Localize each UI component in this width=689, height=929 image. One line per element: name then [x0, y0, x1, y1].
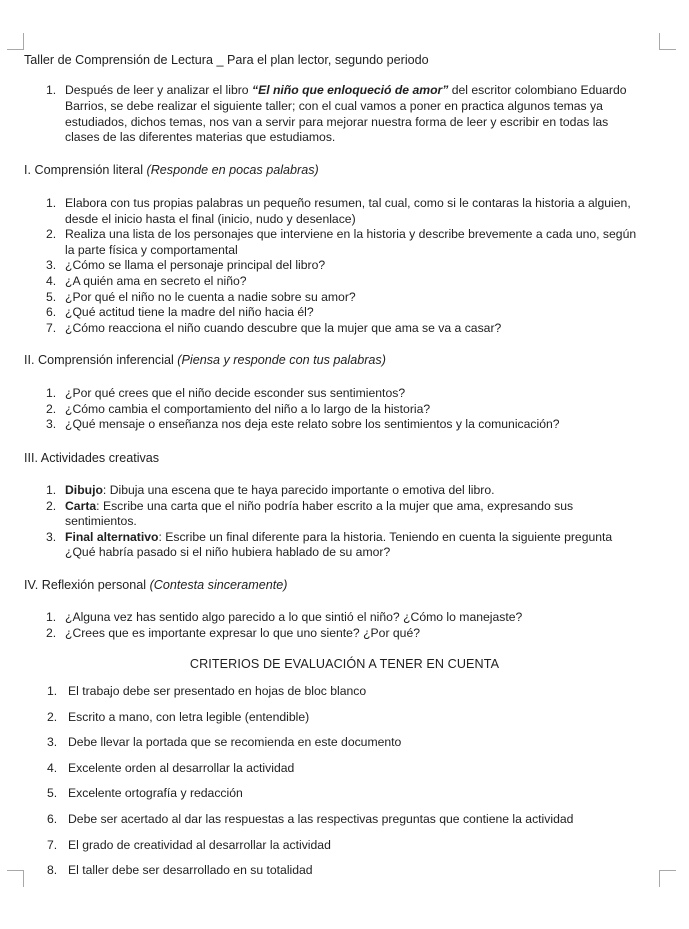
- list-item: 8. El taller debe ser desarrollado en su totalidad: [47, 863, 313, 878]
- list-item: 2. Escrito a mano, con letra legible (entendible): [47, 709, 310, 724]
- intro-text-before: Después de leer y analizar el libro: [65, 83, 252, 97]
- section-heading-literal: I. Comprensión literal (Responde en pocas palabras): [24, 163, 319, 177]
- section-heading-creative: III. Actividades creativas: [24, 451, 160, 465]
- list-item: 2. Carta: Escribe una carta que el niño podría haber escrito a la mujer que ama, expresando sus sentimientos.: [46, 498, 574, 529]
- list-item: 3. Final alternativo: Escribe un final diferente para la historia. Teniendo en cuenta la siguiente pregunta ¿Qué habría pasado si el niño hubiera hablado de su amor?: [46, 529, 613, 560]
- list-item: 2. Realiza una lista de los personajes que interviene en la historia y describe brevemente a cada uno, según la parte física y comportamental: [46, 227, 637, 257]
- list-item: 2. ¿Crees que es importante expresar lo que uno siente? ¿Por qué?: [46, 625, 420, 640]
- list-item: [0, 83, 640, 146]
- list-item: 4. Excelente orden al desarrollar la actividad: [47, 760, 295, 775]
- intro-list: [0, 83, 689, 146]
- section-inferential-list: [0, 386, 689, 433]
- list-item: 1. Elabora con tus propias palabras un pequeño resumen, tal cual, como si le contaras la historia a alguien, desde el inicio hasta el final (inicio, nudo y desenlace): [46, 196, 631, 226]
- list-item: 2. ¿Cómo cambia el comportamiento del niño a lo largo de la historia?: [46, 401, 431, 416]
- criteria-heading: CRITERIOS DE EVALUACIÓN A TENER EN CUENTA: [189, 657, 500, 671]
- list-item: 5. ¿Por qué el niño no le cuenta a nadie sobre su amor?: [46, 289, 356, 304]
- list-item: 6. ¿Qué actitud tiene la madre del niño hacia él?: [46, 305, 314, 320]
- list-item: 1. Dibujo: Dibuja una escena que te haya parecido importante o emotiva del libro.: [46, 483, 495, 497]
- list-item: 6. Debe ser acertado al dar las respuestas a las respectivas preguntas que contiene la actividad: [47, 811, 574, 826]
- list-item: 5. Excelente ortografía y redacción: [47, 786, 243, 801]
- list-item: 1. ¿Por qué crees que el niño decide esconder sus sentimientos?: [46, 386, 406, 400]
- section-heading-inferential: II. Comprensión inferencial (Piensa y responde con tus palabras): [24, 353, 386, 367]
- criteria-list: [0, 684, 689, 889]
- section-reflection-list: [0, 610, 689, 641]
- corner-mark-top-left: [7, 33, 24, 50]
- list-item: 3. ¿Qué mensaje o enseñanza nos deja este relato sobre los sentimientos y la comunicación?: [46, 417, 560, 432]
- section-literal-list: [0, 196, 689, 336]
- book-title: “El niño que enloqueció de amor”: [251, 83, 449, 97]
- corner-mark-top-right: [659, 33, 676, 50]
- list-item: 7. ¿Cómo reacciona el niño cuando descubre que la mujer que ama se va a casar?: [46, 320, 502, 335]
- list-item: 4. ¿A quién ama en secreto el niño?: [46, 273, 247, 288]
- list-item: 1. El trabajo debe ser presentado en hojas de bloc blanco: [47, 684, 367, 698]
- document-title: Taller de Comprensión de Lectura _ Para el plan lector, segundo periodo: [24, 53, 429, 67]
- item-number: 1.: [46, 83, 57, 97]
- list-item: 1. ¿Alguna vez has sentido algo parecido a lo que sintió el niño? ¿Cómo lo manejaste?: [46, 610, 523, 624]
- section-creative-list: [0, 483, 689, 561]
- section-heading-reflection: IV. Reflexión personal (Contesta sinceramente): [24, 578, 288, 592]
- list-item: 3. Debe llevar la portada que se recomienda en este documento: [47, 735, 402, 750]
- list-item: 3. ¿Cómo se llama el personaje principal del libro?: [46, 258, 326, 273]
- list-item: 7. El grado de creatividad al desarrollar la actividad: [47, 837, 331, 852]
- intro-text-after: del escritor colombiano Eduardo Barrios, se debe realizar el siguiente taller; con el cual vamos a poner en practica algunos temas ya estudiados, dichos temas, nos van a servir para mejorar nuestra forma de leer y escribir en todas las clases de las diferentes materias que estudiamos.: [65, 83, 627, 145]
